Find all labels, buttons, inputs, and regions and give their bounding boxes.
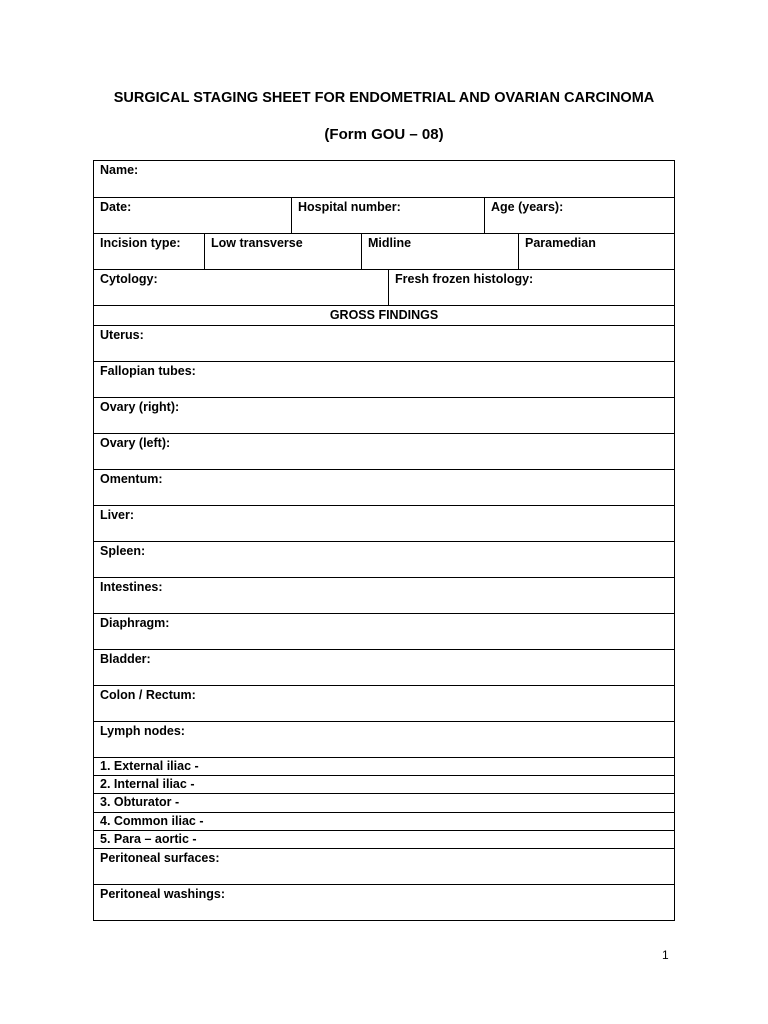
finding-row xyxy=(94,325,674,361)
lymph-node-row xyxy=(94,775,674,793)
staging-form xyxy=(93,160,675,921)
document-title: SURGICAL STAGING SHEET FOR ENDOMETRIAL AND OVARIAN CARCINOMA xyxy=(113,90,655,106)
form-code: (Form GOU – 08) xyxy=(324,126,444,143)
lymph-node-row xyxy=(94,830,674,848)
finding-uterus[interactable]: Uterus: xyxy=(100,328,144,342)
finding-row xyxy=(94,721,674,757)
lymph-node-row xyxy=(94,793,674,811)
finding-lymph-nodes[interactable]: Lymph nodes: xyxy=(100,724,185,738)
hospital-number-field[interactable]: Hospital number: xyxy=(291,198,484,233)
finding-row xyxy=(94,505,674,541)
finding-row xyxy=(94,397,674,433)
finding-row xyxy=(94,361,674,397)
finding-intestines[interactable]: Intestines: xyxy=(100,580,163,594)
peritoneal-surfaces-field[interactable]: Peritoneal surfaces: xyxy=(100,850,220,865)
lymph-node-obturator[interactable]: 3. Obturator - xyxy=(100,795,180,810)
finding-row xyxy=(94,613,674,649)
lymph-node-external-iliac[interactable]: 1. External iliac - xyxy=(100,759,199,773)
lymph-node-row xyxy=(94,757,674,775)
finding-bladder[interactable]: Bladder: xyxy=(100,652,151,666)
lymph-node-internal-iliac[interactable]: 2. Internal iliac - xyxy=(100,777,195,792)
finding-colon-rectum[interactable]: Colon / Rectum: xyxy=(100,688,196,702)
finding-omentum[interactable]: Omentum: xyxy=(100,472,163,486)
incision-option-midline[interactable]: Midline xyxy=(361,234,518,269)
date-row xyxy=(94,197,674,233)
fresh-frozen-histology-field[interactable]: Fresh frozen histology: xyxy=(388,270,674,305)
finding-row xyxy=(94,433,674,469)
incision-option-paramedian[interactable]: Paramedian xyxy=(518,234,674,269)
lymph-node-row xyxy=(94,812,674,830)
finding-ovary-right[interactable]: Ovary (right): xyxy=(100,400,180,414)
page-number: 1 xyxy=(662,948,669,962)
incision-option-low-transverse[interactable]: Low transverse xyxy=(204,234,361,269)
lymph-node-para-aortic[interactable]: 5. Para – aortic - xyxy=(100,831,197,846)
cytology-field[interactable]: Cytology: xyxy=(100,272,158,286)
incision-type-label: Incision type: xyxy=(100,236,181,250)
cytology-row xyxy=(94,269,674,305)
finding-row xyxy=(94,649,674,685)
gross-findings-header-row xyxy=(94,305,674,325)
age-field[interactable]: Age (years): xyxy=(484,198,674,233)
name-field[interactable]: Name: xyxy=(100,163,139,177)
finding-spleen[interactable]: Spleen: xyxy=(100,544,146,558)
finding-fallopian-tubes[interactable]: Fallopian tubes: xyxy=(100,364,196,378)
peritoneal-surfaces-row xyxy=(94,848,674,884)
peritoneal-washings-row xyxy=(94,884,674,920)
gross-findings-header: GROSS FINDINGS xyxy=(329,308,439,322)
finding-ovary-left[interactable]: Ovary (left): xyxy=(100,436,171,450)
peritoneal-washings-field[interactable]: Peritoneal washings: xyxy=(100,886,226,901)
finding-row xyxy=(94,469,674,505)
finding-liver[interactable]: Liver: xyxy=(100,508,135,522)
name-row xyxy=(94,161,674,197)
incision-row xyxy=(94,233,674,269)
date-field[interactable]: Date: xyxy=(100,200,132,214)
lymph-node-common-iliac[interactable]: 4. Common iliac - xyxy=(100,813,204,828)
finding-row xyxy=(94,685,674,721)
finding-row xyxy=(94,577,674,613)
finding-diaphragm[interactable]: Diaphragm: xyxy=(100,616,170,630)
finding-row xyxy=(94,541,674,577)
